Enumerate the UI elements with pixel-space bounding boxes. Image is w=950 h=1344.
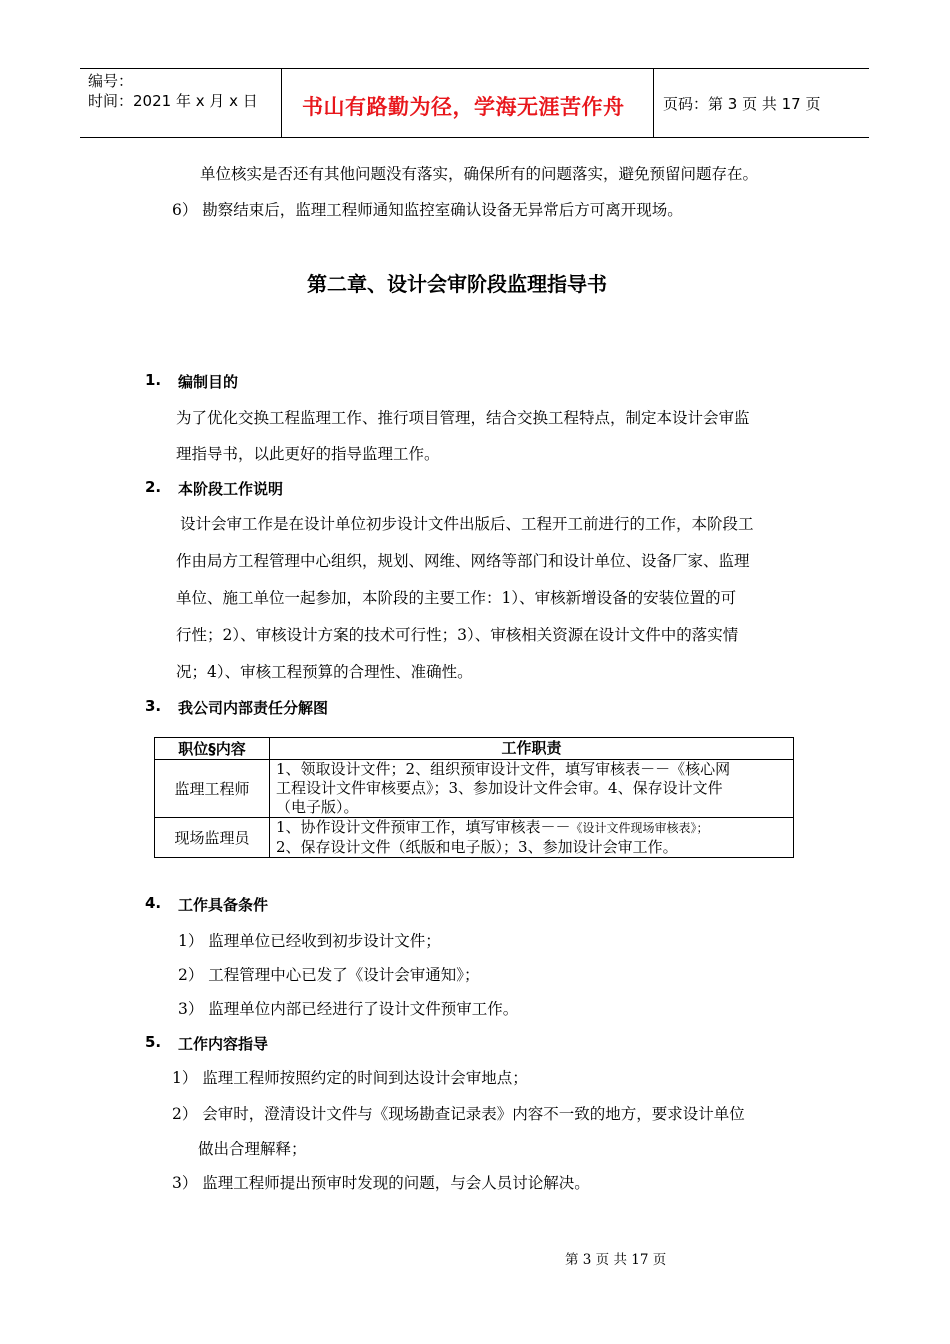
duty-line: 1、领取设计文件；2、组织预审设计文件，填写审核表－－《核心网 [276, 760, 731, 778]
responsibility-table [154, 737, 794, 858]
header-divider [653, 69, 654, 137]
document-number-label: 编号： [88, 72, 134, 90]
section-title: 编制目的 [178, 373, 239, 391]
table-role-cell: 监理工程师 [155, 760, 270, 818]
section-title: 我公司内部责任分解图 [178, 699, 329, 717]
section-title: 工作内容指导 [178, 1035, 269, 1053]
page-footer: 第 3 页 共 17 页 [565, 1252, 667, 1268]
section-number: 5. [145, 1033, 162, 1051]
list-item: 3） 监理单位内部已经进行了设计文件预审工作。 [178, 1000, 519, 1018]
paragraph-line: 设计会审工作是在设计单位初步设计文件出版后、工程开工前进行的工作，本阶段工 [180, 515, 754, 533]
header-page-info: 页码：第 3 页 共 17 页 [663, 95, 821, 113]
duty-line: （电子版）。 [276, 798, 359, 816]
list-item: 1） 监理单位已经收到初步设计文件； [178, 932, 441, 950]
paragraph-line: 作由局方工程管理中心组织，规划、网维、网络等部门和设计单位、设备厂家、监理 [176, 552, 750, 570]
duty-text: 1、协作设计文件预审工作，填写审核表－－ [276, 818, 571, 836]
table-row [155, 760, 794, 818]
paragraph-line: 理指导书，以此更好的指导监理工作。 [176, 445, 440, 463]
document-time-label: 时间：2021 年 x 月 x 日 [88, 92, 258, 110]
section-number: 1. [145, 371, 162, 389]
table-duty-cell [270, 818, 794, 858]
list-item: 3） 监理工程师提出预审时发现的问题，与会人员讨论解决。 [172, 1174, 590, 1192]
table-duty-cell [270, 760, 794, 818]
duty-text-small: 《设计文件现场审核表》； [570, 821, 709, 835]
section-number: 2. [145, 478, 162, 496]
duty-line [276, 818, 787, 838]
table-header-cell: 工作职责 [270, 738, 794, 760]
list-item: 2） 会审时，澄清设计文件与《现场勘查记录表》内容不一致的地方，要求设计单位 [172, 1105, 745, 1123]
duty-line: 2、保存设计文件（纸版和电子版）；3、参加设计会审工作。 [276, 838, 678, 856]
intro-line: 单位核实是否还有其他问题没有落实，确保所有的问题落实，避免预留问题存在。 [200, 165, 759, 183]
list-item: 2） 工程管理中心已发了《设计会审通知》； [178, 966, 480, 984]
paragraph-line: 单位、施工单位一起参加，本阶段的主要工作：1）、审核新增设备的安装位置的可 [176, 589, 737, 607]
section-number: 3. [145, 697, 162, 715]
table-row [155, 818, 794, 858]
duty-line: 工程设计文件审核要点》；3、参加设计文件会审。4、保存设计文件 [276, 779, 723, 797]
list-item: 1） 监理工程师按照约定的时间到达设计会审地点； [172, 1069, 528, 1087]
list-item: 做出合理解释； [198, 1140, 307, 1158]
section-number: 4. [145, 894, 162, 912]
table-header-cell: 职位§内容 [155, 738, 270, 760]
section-title: 本阶段工作说明 [178, 480, 284, 498]
header-motto: 书山有路勤为径，学海无涯苦作舟 [302, 95, 625, 119]
chapter-title: 第二章、设计会审阶段监理指导书 [307, 272, 607, 296]
section-title: 工作具备条件 [178, 896, 269, 914]
paragraph-line: 行性；2）、审核设计方案的技术可行性；3）、审核相关资源在设计文件中的落实情 [176, 626, 739, 644]
table-role-cell: 现场监理员 [155, 818, 270, 858]
paragraph-line: 为了优化交换工程监理工作、推行项目管理，结合交换工程特点，制定本设计会审监 [176, 409, 750, 427]
intro-line: 6） 勘察结束后，监理工程师通知监控室确认设备无异常后方可离开现场。 [172, 201, 683, 219]
paragraph-line: 况；4）、审核工程预算的合理性、准确性。 [176, 663, 473, 681]
header-divider [281, 69, 282, 137]
table-header-row [155, 738, 794, 760]
